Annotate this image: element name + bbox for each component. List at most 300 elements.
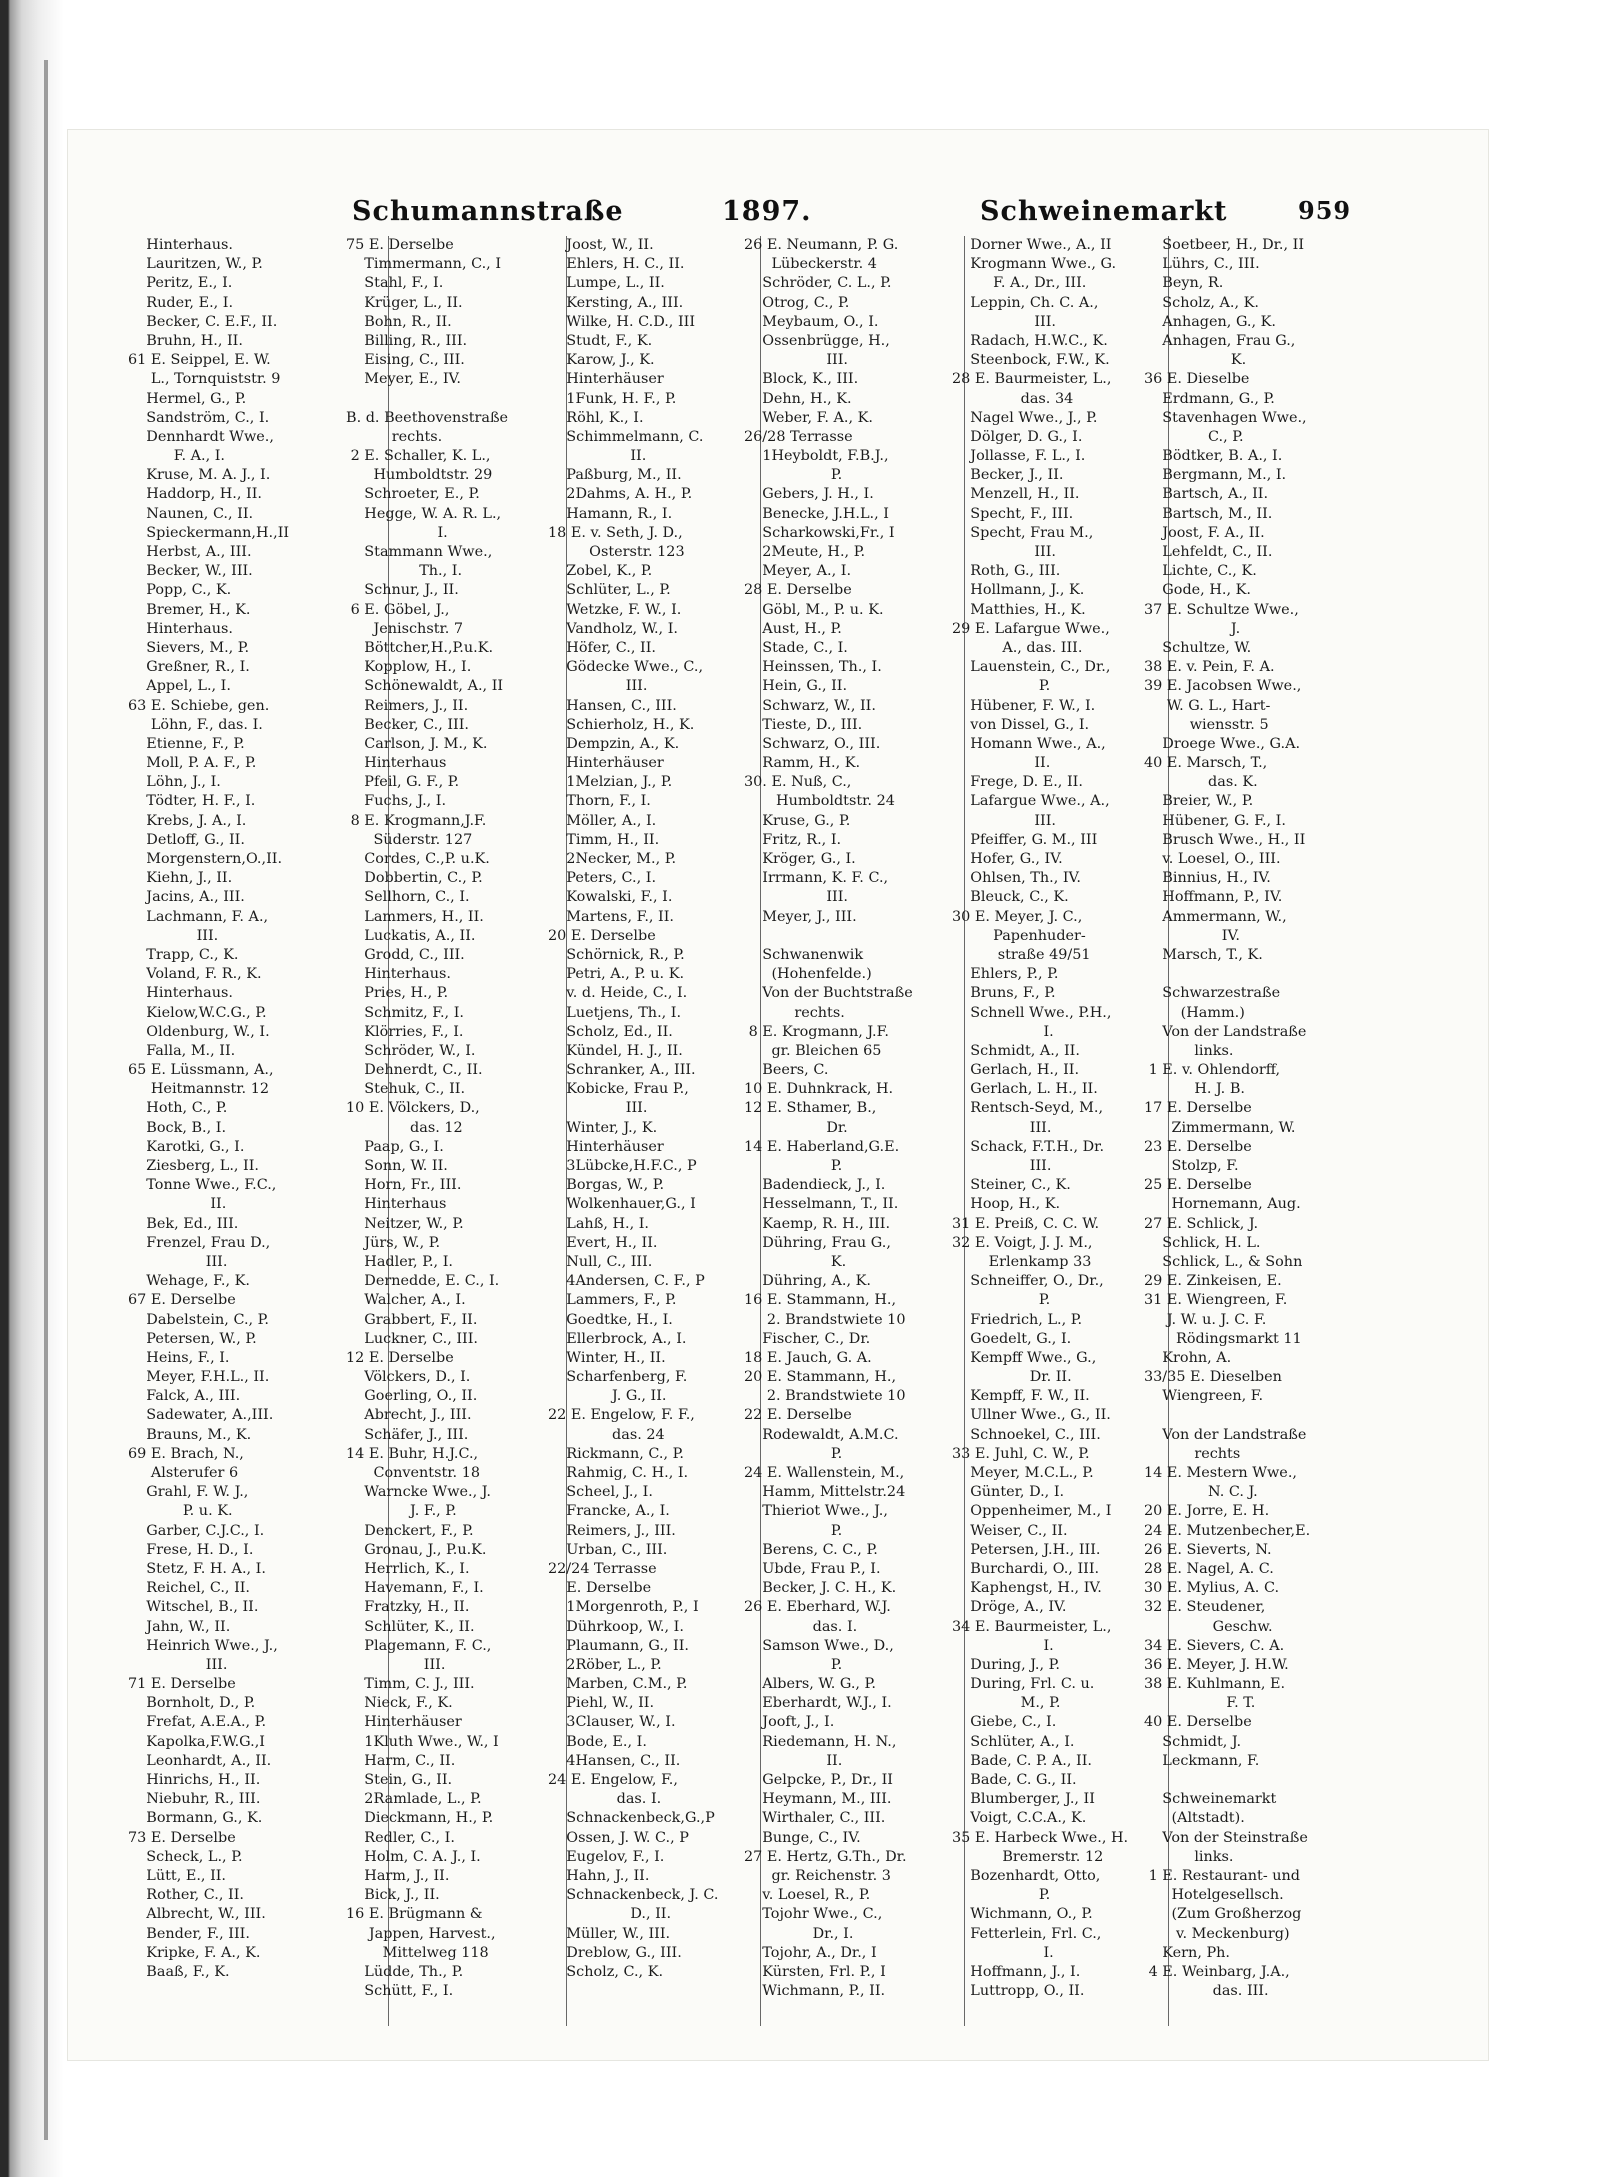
directory-entry-line: Fratzky, H., II.	[346, 1599, 470, 1616]
directory-entry-line: Kruse, M. A. J., I.	[128, 467, 271, 484]
directory-entry-line: 39 E. Jacobsen Wwe.,	[1144, 678, 1302, 695]
directory-entry-line: Kern, Ph.	[1144, 1944, 1230, 1961]
directory-entry-line: Spieckermann,H.,II	[128, 524, 290, 541]
directory-entry-line: Wolkenhauer,G., I	[548, 1196, 696, 1213]
directory-entry-line: das. K.	[1144, 774, 1258, 791]
directory-entry-line: 40 E. Marsch, T.,	[1144, 755, 1268, 772]
directory-entry-line: Fischer, C., Dr.	[744, 1330, 871, 1347]
directory-entry-line: Bade, C. P. A., II.	[952, 1752, 1092, 1769]
directory-entry-line: P.	[744, 1445, 843, 1462]
directory-entry-line: Benecke, J.H.L., I	[744, 505, 889, 522]
directory-entry-line: 20 E. Jorre, E. H.	[1144, 1503, 1270, 1520]
directory-entry-line: Appel, L., I.	[128, 678, 231, 695]
directory-entry-line: Von der Landstraße	[1144, 1023, 1307, 1040]
directory-entry-line: Schranker, A., III.	[548, 1062, 696, 1079]
directory-column-3	[548, 236, 768, 2026]
directory-entry-line: 36 E. Dieselbe	[1144, 371, 1250, 388]
directory-entry-line: Hinterhaus.	[346, 966, 451, 983]
directory-entry-line: v. Loesel, O., III.	[1144, 851, 1281, 867]
directory-entry-line: Havemann, F., I.	[346, 1580, 484, 1597]
directory-entry-line: 30 E. Mylius, A. C.	[1144, 1580, 1280, 1597]
directory-entry-line: Schierholz, H., K.	[548, 716, 695, 733]
directory-entry-line: Hinterhaus.	[128, 237, 233, 253]
directory-entry-line: Kaemp, R. H., III.	[744, 1215, 891, 1232]
directory-entry-line: Lauritzen, W., P.	[128, 256, 263, 273]
directory-entry-line: Brauns, M., K.	[128, 1426, 252, 1443]
directory-entry-line: links.	[1144, 1042, 1234, 1059]
directory-entry-line: Scholz, C., K.	[548, 1963, 664, 1980]
directory-entry-line: II.	[952, 755, 1051, 772]
directory-entry-line: Dehn, H., K.	[744, 390, 852, 407]
directory-entry-line: Timmermann, C., I	[346, 256, 502, 273]
directory-entry-line: 3Clauser, W., I.	[548, 1714, 676, 1731]
directory-entry-line: 3Lübcke,H.F.C., P	[548, 1158, 697, 1174]
directory-entry-line: 25 E. Derselbe	[1144, 1177, 1252, 1194]
directory-entry-line: Hollmann, J., K.	[952, 582, 1085, 599]
directory-entry-line: Falla, M., II.	[128, 1042, 236, 1059]
directory-entry-line: II.	[128, 1196, 227, 1213]
directory-entry-line: Ziesberg, L., II.	[128, 1158, 259, 1174]
directory-entry-line: Rahmig, C. H., I.	[548, 1465, 689, 1481]
directory-entry-line: Reimers, J., III.	[548, 1522, 676, 1539]
directory-entry-line: Schnackenbeck,G.,P	[548, 1810, 715, 1827]
directory-entry-line: Kempff, F. W., II.	[952, 1388, 1090, 1405]
directory-entry-line: Berens, C. C., P.	[744, 1541, 878, 1558]
directory-entry-line: P.	[744, 1656, 843, 1673]
directory-entry-line: 63 E. Schiebe, gen.	[128, 697, 270, 714]
directory-entry-line: 28 E. Derselbe	[744, 582, 852, 599]
directory-entry-line: III.	[744, 352, 848, 369]
directory-entry-line: Möller, A., I.	[548, 812, 657, 829]
directory-entry-line: 38 E. Kuhlmann, E.	[1144, 1676, 1286, 1693]
directory-entry-line: L., Tornquiststr. 9	[128, 371, 281, 388]
directory-entry-line: 10 E. Duhnkrack, H.	[744, 1081, 894, 1098]
directory-entry-line: F. T.	[1144, 1695, 1256, 1712]
directory-entry-line: 75 E. Derselbe	[346, 237, 454, 253]
directory-entry-line: Rother, C., II.	[128, 1887, 244, 1904]
directory-entry-line: Tieste, D., III.	[744, 716, 863, 733]
directory-entry-line: P.	[744, 1522, 843, 1539]
directory-entry-line: 1 E. Restaurant- und	[1144, 1867, 1301, 1884]
directory-entry-line: Hermel, G., P.	[128, 390, 247, 407]
directory-entry-line: Goedelt, G., I.	[952, 1330, 1072, 1347]
directory-entry-line: Gelpcke, P., Dr., II	[744, 1772, 893, 1788]
directory-entry-line: gr. Bleichen 65	[744, 1042, 882, 1059]
directory-entry-line: Jürs, W., P.	[346, 1234, 441, 1251]
directory-entry-line: Irrmann, K. F. C.,	[744, 870, 889, 887]
directory-entry-line: 33 E. Juhl, C. W., P.	[952, 1445, 1090, 1462]
directory-entry-line: 8 E. Krogmann, J.F.	[744, 1023, 889, 1040]
directory-entry-line: III.	[346, 1656, 446, 1673]
directory-entry-line: Jacins, A., III.	[128, 889, 245, 906]
directory-entry-line: Schnackenbeck, J. C.	[548, 1887, 719, 1904]
running-head	[0, 196, 1600, 236]
directory-entry-line: Hübener, G. F., I.	[1144, 812, 1286, 829]
page-number: 959	[1298, 196, 1352, 225]
directory-entry-line: Urban, C., III.	[548, 1541, 668, 1558]
directory-entry-line: Scharfenberg, F.	[548, 1369, 688, 1386]
directory-entry-line: Frese, H. D., I.	[128, 1541, 254, 1558]
directory-entry-line: Mittelweg 118	[346, 1944, 489, 1961]
directory-entry-line: Goerling, O., II.	[346, 1388, 478, 1405]
directory-entry-line: 28 E. Nagel, A. C.	[1144, 1560, 1274, 1577]
directory-entry-line: Krebs, J. A., I.	[128, 812, 247, 829]
directory-entry-line: 17 E. Derselbe	[1144, 1100, 1252, 1117]
directory-entry-line: Wichmann, O., P.	[952, 1906, 1093, 1923]
directory-entry-line: 16 E. Brügmann &	[346, 1906, 483, 1923]
directory-entry-line: Schmidt, A., II.	[952, 1042, 1080, 1059]
directory-entry-line: W. G. L., Hart-	[1144, 697, 1271, 714]
directory-entry-line: Kempff Wwe., G.,	[952, 1349, 1097, 1366]
directory-entry-line: Wichmann, P., II.	[744, 1983, 886, 2000]
directory-entry-line: 28 E. Baurmeister, L.,	[952, 371, 1112, 388]
directory-entry-line: P.	[744, 1158, 843, 1174]
directory-entry-line: 30. E. Nuß, C.,	[744, 774, 852, 791]
directory-entry-line: Hinterhaus	[346, 1196, 447, 1213]
directory-column-5	[952, 236, 1176, 2026]
directory-entry-line: Stehuk, C., II.	[346, 1081, 466, 1098]
directory-entry-line: 61 E. Seippel, E. W.	[128, 352, 271, 369]
directory-entry-line: Hoop, H., K.	[952, 1196, 1061, 1213]
directory-entry-line: Bornholt, D., P.	[128, 1695, 256, 1712]
directory-entry-line: Reichel, C., II.	[128, 1580, 251, 1597]
directory-entry-line: Schwarz, W., II.	[744, 697, 876, 714]
directory-entry-line: Block, K., III.	[744, 371, 859, 388]
directory-entry-line: Winter, H., II.	[548, 1349, 666, 1366]
directory-entry-line: Bozenhardt, Otto,	[952, 1867, 1101, 1884]
directory-entry-line: Dabelstein, C., P.	[128, 1311, 270, 1328]
directory-entry-line: 32 E. Steudener,	[1144, 1599, 1266, 1616]
directory-entry-line: Brusch Wwe., H., II	[1144, 831, 1306, 848]
directory-entry-line: Meyer, E., IV.	[346, 371, 462, 388]
directory-entry-line: Heymann, M., III.	[744, 1791, 892, 1808]
directory-entry-line: Grabbert, F., II.	[346, 1311, 478, 1328]
directory-entry-line: Hoth, C., P.	[128, 1100, 228, 1117]
directory-entry-line: Hinterhäuser	[346, 1714, 462, 1731]
directory-entry-line: 4Andersen, C. F., P	[548, 1273, 705, 1290]
directory-entry-line: 67 E. Derselbe	[128, 1292, 236, 1309]
directory-entry-line: Luckatis, A., II.	[346, 927, 476, 944]
directory-entry-line: 1Morgenroth, P., I	[548, 1599, 699, 1616]
directory-entry-line: Leckmann, F.	[1144, 1752, 1260, 1769]
directory-entry-line: Zobel, K., P.	[548, 563, 653, 580]
directory-entry-line: Etienne, F., P.	[128, 735, 245, 752]
directory-entry-line: III.	[128, 1656, 228, 1673]
directory-entry-line: Kopplow, H., I.	[346, 659, 472, 676]
directory-entry-line: 23 E. Derselbe	[1144, 1138, 1252, 1155]
directory-entry-line: Lachmann, F. A.,	[128, 908, 269, 925]
directory-entry-line: III.	[744, 889, 848, 906]
directory-entry-line: Stammann Wwe.,	[346, 544, 493, 560]
directory-entry-line: Becker, J. C. H., K.	[744, 1580, 897, 1597]
directory-entry-line: Stade, C., I.	[744, 639, 848, 656]
directory-entry-line: das. 12	[346, 1119, 463, 1136]
directory-entry-line: Ossen, J. W. C., P	[548, 1829, 689, 1846]
directory-entry-line: Petersen, W., P.	[128, 1330, 257, 1347]
directory-entry-line: Anhagen, G., K.	[1144, 313, 1276, 330]
directory-entry-line: Voland, F. R., K.	[128, 966, 262, 983]
directory-entry-line: III.	[952, 812, 1056, 829]
directory-entry-line: 73 E. Derselbe	[128, 1829, 236, 1846]
directory-entry-line: Heins, F., I.	[128, 1349, 230, 1366]
directory-entry-line: Binnius, H., IV.	[1144, 870, 1271, 887]
directory-entry-line: Böttcher,H.,P.u.K.	[346, 639, 494, 656]
directory-entry-line: Lehfeldt, C., II.	[1144, 544, 1273, 560]
directory-entry-line: Wehage, F., K.	[128, 1273, 250, 1290]
directory-entry-line: Joost, W., II.	[548, 237, 654, 253]
directory-entry-line: Wirthaler, C., III.	[744, 1810, 886, 1827]
directory-entry-line: Schörnick, R., P.	[548, 946, 685, 963]
directory-entry-line: Kiehn, J., II.	[128, 870, 233, 887]
directory-entry-line: Dr., I.	[744, 1925, 854, 1942]
directory-entry-line: Warncke Wwe., J.	[346, 1484, 492, 1501]
directory-entry-line: Wilke, H. C.D., III	[548, 313, 695, 330]
directory-entry-line: Garber, C.J.C., I.	[128, 1522, 265, 1539]
directory-entry-line: Tojohr Wwe., C.,	[744, 1906, 883, 1923]
directory-entry-line: Walcher, A., I.	[346, 1292, 466, 1309]
directory-entry-line: Schlick, H. L.	[1144, 1234, 1261, 1251]
directory-entry-line: F. A., I.	[128, 448, 226, 465]
directory-entry-line: Kapolka,F.W.G.,I	[128, 1733, 265, 1750]
directory-entry-line: Heinrich Wwe., J.,	[128, 1637, 278, 1654]
directory-entry-line: Hoffmann, J., I.	[952, 1963, 1081, 1980]
directory-entry-line: Stavenhagen Wwe.,	[1144, 409, 1307, 426]
directory-entry-line: 2. Brandstwiete 10	[744, 1311, 906, 1328]
directory-entry-line: Bick, J., II.	[346, 1887, 440, 1904]
directory-entry-line: 2Necker, M., P.	[548, 851, 677, 867]
directory-entry-line: Pries, H., P.	[346, 985, 449, 1002]
directory-entry-line: Hegge, W. A. R. L.,	[346, 505, 502, 522]
directory-entry-line: Marsch, T., K.	[1144, 946, 1263, 963]
directory-entry-line: Kripke, F. A., K.	[128, 1944, 261, 1961]
directory-entry-line: Eising, C., III.	[346, 352, 465, 369]
directory-entry-line: Otrog, C., P.	[744, 294, 850, 311]
directory-entry-line: P.	[952, 678, 1051, 695]
directory-entry-line: III.	[952, 1119, 1052, 1136]
directory-entry-line: Schmidt, J.	[1144, 1733, 1242, 1750]
directory-entry-line: Grodd, C., III.	[346, 946, 465, 963]
directory-entry-line: II.	[744, 1752, 843, 1769]
directory-entry-line: Becker, J., II.	[952, 467, 1064, 484]
directory-entry-line: C., P.	[1144, 428, 1244, 445]
directory-entry-line: Timm, H., II.	[548, 831, 660, 848]
directory-entry-line: Albrecht, W., III.	[128, 1906, 266, 1923]
directory-entry-line: Jahn, W., II.	[128, 1618, 231, 1635]
directory-entry-line: Droege Wwe., G.A.	[1144, 735, 1301, 752]
directory-entry-line: Scheck, L., P.	[128, 1848, 243, 1865]
directory-entry-line: Erdmann, G., P.	[1144, 390, 1275, 407]
directory-entry-line: (Zum Großherzog	[1144, 1906, 1302, 1923]
directory-entry-line: Fetterlein, Frl. C.,	[952, 1925, 1102, 1942]
directory-entry-line: Völckers, D., I.	[346, 1369, 471, 1386]
directory-entry-line: I.	[952, 1944, 1054, 1961]
directory-entry-line: Steenbock, F.W., K.	[952, 352, 1110, 369]
directory-entry-line: Redler, C., I.	[346, 1829, 455, 1846]
directory-entry-line: Anhagen, Frau G.,	[1144, 332, 1296, 349]
directory-entry-line: 20 E. Stammann, H.,	[744, 1369, 897, 1386]
directory-entry-line: Lübeckerstr. 4	[744, 256, 877, 273]
directory-entry-line: Schroeter, E., P.	[346, 486, 480, 503]
directory-entry-line: Albers, W. G., P.	[744, 1676, 876, 1693]
directory-entry-line: 31 E. Preiß, C. C. W.	[952, 1215, 1100, 1232]
directory-entry-line	[1144, 1771, 1370, 1790]
directory-entry-line: Schlüter, L., P.	[548, 582, 671, 599]
directory-entry-line: Winter, J., K.	[548, 1119, 658, 1136]
directory-entry-line: Lührs, C., III.	[1144, 256, 1260, 273]
directory-entry-line: Tödter, H. F., I.	[128, 793, 256, 810]
directory-entry-line: Dröge, A., IV.	[952, 1599, 1067, 1616]
directory-entry-line: 6 E. Göbel, J.,	[346, 601, 450, 618]
directory-entry-line: 65 E. Lüssmann, A.,	[128, 1062, 274, 1079]
directory-entry-line: Hansen, C., III.	[548, 697, 677, 714]
directory-entry-line: E. Derselbe	[548, 1580, 652, 1597]
directory-entry-line: Neitzer, W., P.	[346, 1215, 464, 1232]
directory-entry-line: Schmitz, F., I.	[346, 1004, 464, 1021]
directory-entry-line: Stolzp, F.	[1144, 1158, 1239, 1174]
directory-entry-line: Pfeiffer, G. M., III	[952, 831, 1098, 848]
directory-entry-line: Heinssen, Th., I.	[744, 659, 882, 676]
directory-entry-line: 2Röber, L., P.	[548, 1656, 662, 1673]
directory-entry-line: 33/35 E. Dieselben	[1144, 1369, 1282, 1386]
directory-entry-line: Ehlers, H. C., II.	[548, 256, 685, 273]
directory-entry-line: Peters, C., I.	[548, 870, 657, 887]
directory-entry-line: Bohn, R., II.	[346, 313, 452, 330]
directory-entry-line: 38 E. v. Pein, F. A.	[1144, 659, 1275, 676]
directory-entry-line: Pfeil, G. F., P.	[346, 774, 460, 791]
directory-entry-line: 12 E. Derselbe	[346, 1349, 454, 1366]
directory-entry-line: Dühring, Frau G.,	[744, 1234, 891, 1251]
directory-entry-line: Schimmelmann, C.	[548, 428, 704, 445]
directory-entry-line: Sandström, C., I.	[128, 409, 270, 426]
directory-entry-line: Trapp, C., K.	[128, 946, 239, 963]
directory-entry-line: das. III.	[1144, 1983, 1269, 2000]
directory-entry-line: IV.	[1144, 927, 1240, 944]
directory-entry-line: Beyn, R.	[1144, 275, 1224, 292]
directory-entry-line: Hotelgesellsch.	[1144, 1887, 1284, 1904]
directory-entry-line: Schlüter, A., I.	[952, 1733, 1075, 1750]
directory-entry-line: 20 E. Derselbe	[548, 927, 656, 944]
directory-entry-line: Ellerbrock, A., I.	[548, 1330, 687, 1347]
directory-entry-line: I.	[952, 1023, 1054, 1040]
directory-entry-line: Gerlach, H., II.	[952, 1062, 1080, 1079]
directory-entry-line: Popp, C., K.	[128, 582, 232, 599]
directory-entry-line: Harm, J., II.	[346, 1867, 450, 1884]
directory-entry-line: Bremer, H., K.	[128, 601, 251, 618]
directory-entry-line: 4Hansen, C., II.	[548, 1752, 681, 1769]
directory-entry-line: Badendieck, J., I.	[744, 1177, 886, 1194]
directory-entry-line: Abrecht, J., III.	[346, 1407, 472, 1424]
directory-entry-line	[744, 927, 968, 946]
directory-entry-line: Ramm, H., K.	[744, 755, 861, 772]
directory-entry-line: Bartsch, M., II.	[1144, 505, 1273, 522]
directory-entry-line: 1Heyboldt, F.B.J.,	[744, 448, 889, 465]
directory-entry-line: Petri, A., P. u. K.	[548, 966, 685, 983]
directory-entry-line: Bartsch, A., II.	[1144, 486, 1269, 503]
directory-entry-line: J. G., II.	[548, 1388, 667, 1405]
directory-entry-line: Samson Wwe., D.,	[744, 1637, 894, 1654]
directory-entry-line: III.	[548, 678, 648, 695]
directory-entry-line: M., P.	[952, 1695, 1061, 1712]
directory-entry-line: Luttropp, O., II.	[952, 1983, 1085, 2000]
directory-entry-line: Gode, H., K.	[1144, 582, 1251, 599]
directory-entry-line: 14 E. Haberland,G.E.	[744, 1138, 900, 1155]
directory-entry-line: Joost, F. A., II.	[1144, 524, 1265, 541]
directory-entry-line: Dölger, D. G., I.	[952, 428, 1083, 445]
year-label: 1897.	[722, 196, 812, 227]
directory-entry-line: 34 E. Baurmeister, L.,	[952, 1618, 1112, 1635]
directory-entry-line: Horn, Fr., III.	[346, 1177, 462, 1194]
directory-entry-line: Marben, C.M., P.	[548, 1676, 688, 1693]
directory-entry-line: Bergmann, M., I.	[1144, 467, 1287, 484]
directory-entry-line: Specht, F., III.	[952, 505, 1074, 522]
directory-entry-line: Aust, H., P.	[744, 620, 842, 637]
directory-entry-line: Sadewater, A.,III.	[128, 1407, 274, 1424]
directory-entry-line: Göbl, M., P. u. K.	[744, 601, 884, 618]
directory-entry-line: Rödingsmarkt 11	[1144, 1330, 1302, 1347]
directory-entry-line: Giebe, C., I.	[952, 1714, 1057, 1731]
directory-entry-line: Peritz, E., I.	[128, 275, 233, 292]
directory-entry-line: Fuchs, J., I.	[346, 793, 447, 810]
directory-entry-line: Herbst, A., III.	[128, 544, 252, 560]
directory-entry-line: Baaß, F., K.	[128, 1963, 230, 1980]
directory-entry-line: Humboldtstr. 29	[346, 467, 493, 484]
directory-entry-line: Krogmann Wwe., G.	[952, 256, 1117, 273]
directory-entry-line: Frenzel, Frau D.,	[128, 1234, 271, 1251]
directory-entry-line: F. A., Dr., III.	[952, 275, 1087, 292]
directory-entry-line: 1Melzian, J., P.	[548, 774, 673, 791]
directory-entry-line: Krohn, A.	[1144, 1349, 1232, 1366]
directory-entry-line: Schwarz, O., III.	[744, 735, 881, 752]
directory-entry-line: Schwarzestraße	[1144, 985, 1281, 1002]
directory-entry-line: Ullner Wwe., G., II.	[952, 1407, 1111, 1424]
directory-entry-line: Meyer, A., I.	[744, 563, 852, 580]
directory-entry-line: Gödecke Wwe., C.,	[548, 659, 704, 676]
directory-entry-line: Jollasse, F. L., I.	[952, 448, 1086, 465]
directory-entry-line: Menzell, H., II.	[952, 486, 1080, 503]
directory-entry-line: P. u. K.	[128, 1503, 233, 1520]
directory-column-4	[744, 236, 968, 2026]
directory-entry-line: Schwanenwik	[744, 946, 864, 963]
directory-entry-line: rechts.	[346, 428, 443, 445]
directory-entry-line: Evert, H., II.	[548, 1234, 658, 1251]
directory-entry-line: Ubde, Frau P., I.	[744, 1560, 881, 1577]
directory-entry-line: 2 E. Schaller, K. L.,	[346, 448, 491, 465]
directory-entry-line: Meyer, J., III.	[744, 908, 857, 925]
directory-entry-line: Weber, F. A., K.	[744, 409, 873, 426]
directory-entry-line: Cordes, C.,P. u.K.	[346, 851, 490, 867]
directory-entry-line: 10 E. Völckers, D.,	[346, 1100, 480, 1117]
directory-entry-line: Petersen, J.H., III.	[952, 1541, 1101, 1558]
directory-entry-line: Bender, F., III.	[128, 1925, 250, 1942]
directory-entry-line: Piehl, W., II.	[548, 1695, 655, 1712]
directory-entry-line: P.	[952, 1292, 1051, 1309]
directory-entry-line: Alsterufer 6	[128, 1465, 239, 1481]
directory-entry-line: Scholz, Ed., II.	[548, 1023, 673, 1040]
directory-entry-line: Schlüter, K., II.	[346, 1618, 475, 1635]
directory-entry-line: Kaphengst, H., IV.	[952, 1580, 1102, 1597]
directory-entry-line: H. J. B.	[1144, 1081, 1245, 1098]
directory-entry-line: J.	[1144, 620, 1241, 637]
directory-entry-line: 2Dahms, A. H., P.	[548, 486, 693, 503]
directory-entry-line: Von der Landstraße	[1144, 1426, 1307, 1443]
directory-entry-line: Kruse, G., P.	[744, 812, 851, 829]
directory-entry-line: Voigt, C.C.A., K.	[952, 1810, 1087, 1827]
directory-entry-line: rechts	[1144, 1445, 1241, 1462]
directory-entry-line: Hübener, F. W., I.	[952, 697, 1096, 714]
directory-entry-line: Schultze, W.	[1144, 639, 1252, 656]
directory-entry-line: Dobbertin, C., P.	[346, 870, 483, 887]
directory-entry-line: Dühring, A., K.	[744, 1273, 871, 1290]
